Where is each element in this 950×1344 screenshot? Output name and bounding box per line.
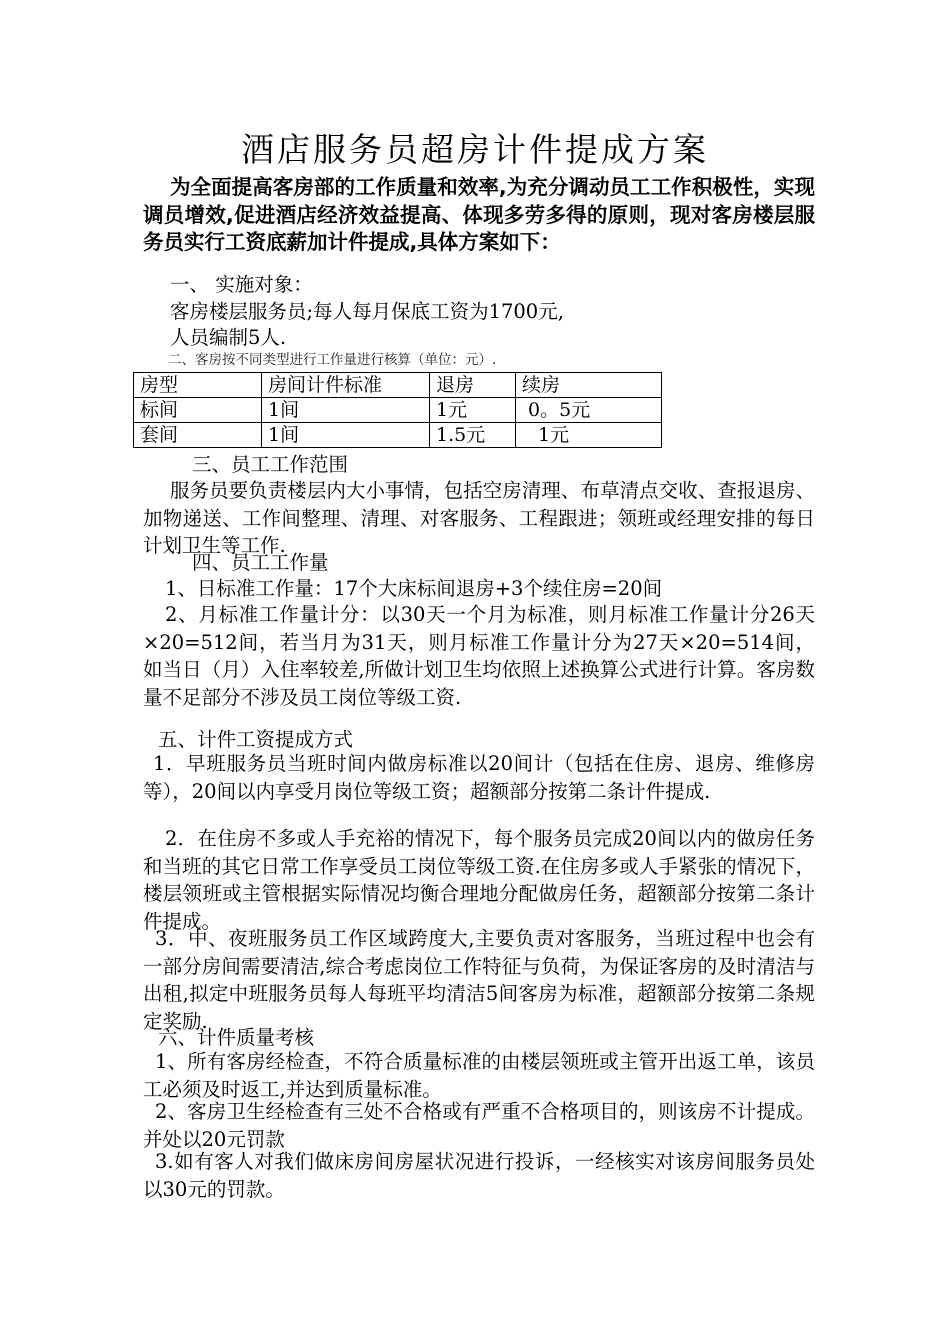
section6-item3: 3.如有客人对我们做床房间房屋状况进行投诉，一经核实对该房间服务员处以30元的罚款。 bbox=[143, 1150, 815, 1201]
table-cell: 1元 bbox=[516, 423, 662, 448]
table-cell: 1间 bbox=[262, 398, 430, 423]
section6-heading: 六、计件质量考核 bbox=[158, 1026, 315, 1049]
section5-heading: 五、计件工资提成方式 bbox=[158, 728, 354, 751]
table-header-cell: 退房 bbox=[430, 373, 516, 398]
section1-line1: 客房楼层服务员;每人每月保底工资为1700元, bbox=[170, 300, 564, 323]
section6-item2: 2、客房卫生经检查有三处不合格或有严重不合格项目的，则该房不计提成。并处以20元罚款 bbox=[143, 1100, 815, 1151]
table-cell: 1间 bbox=[262, 423, 430, 448]
table-cell: 标间 bbox=[134, 398, 262, 423]
table-cell: 0。5元 bbox=[516, 398, 662, 423]
section2-heading: 二、客房按不同类型进行工作量进行核算（单位：元）. bbox=[168, 352, 497, 368]
section1-line2: 人员编制5人. bbox=[170, 326, 287, 349]
table-row bbox=[134, 423, 662, 448]
table-header-cell: 房间计件标准 bbox=[262, 373, 430, 398]
section4-heading: 四、员工工作量 bbox=[192, 551, 329, 574]
section3-heading: 三、员工工作范围 bbox=[192, 453, 349, 476]
section5-item3: 3．中、夜班服务员工作区域跨度大,主要负责对客服务，当班过程中也会有一部分房间需要清洁,综合考虑岗位工作特征与负荷，为保证客房的及时清洁与出租,拟定中班服务员每人每班平均清洁5间客房为标准，超额部分按第二条规定奖励. bbox=[143, 927, 815, 1033]
table-cell: 1.5元 bbox=[430, 423, 516, 448]
page-title: 酒店服务员超房计件提成方案 bbox=[241, 130, 709, 169]
section1-heading: 一、 实施对象： bbox=[170, 273, 313, 296]
table-row bbox=[134, 398, 662, 423]
table-header-row bbox=[134, 373, 662, 398]
table-header-cell: 续房 bbox=[516, 373, 662, 398]
table-cell: 套间 bbox=[134, 423, 262, 448]
section4-item2: 2、月标准工作量计分：以30天一个月为标准，则月标准工作量计分26天×20=512间，若当月为31天，则月标准工作量计分为27天×20=514间， 如当日（月）入住率较差,所做计划卫生均依照上述换算公式进行计算。客房数量不足部分不涉及员工岗位等级工资. bbox=[143, 603, 815, 709]
section4-item1: 1、日标准工作量：17个大床标间退房+3个续住房=20间 bbox=[165, 577, 663, 600]
section6-item1: 1、所有客房经检查，不符合质量标准的由楼层领班或主管开出返工单，该员工必须及时返工,并达到质量标准。 bbox=[143, 1050, 815, 1101]
section5-item1: 1．早班服务员当班时间内做房标准以20间计（包括在住房、退房、维修房等），20间以内享受月岗位等级工资；超额部分按第二条计件提成. bbox=[143, 752, 815, 803]
section5-item2: 2．在住房不多或人手充裕的情况下，每个服务员完成20间以内的做房任务和当班的其它日常工作享受员工岗位等级工资.在住房多或人手紧张的情况下，楼层领班或主管根据实际情况均衡合理地分配做房任务，超额部分按第二条计件提成。 bbox=[143, 827, 815, 933]
section3-body: 服务员要负责楼层内大小事情，包括空房清理、布草清点交收、查报退房、加物递送、工作间整理、清理、对客服务、工程跟进；领班或经理安排的每日计划卫生等工作. bbox=[143, 479, 815, 557]
table-header-cell: 房型 bbox=[134, 373, 262, 398]
intro-paragraph: 为全面提高客房部的工作质量和效率,为充分调动员工工作积极性，实现调员增效,促进酒店经济效益提高、体现多劳多得的原则，现对客房楼层服务员实行工资底薪加计件提成,具体方案如下： bbox=[143, 175, 815, 254]
rate-table bbox=[133, 372, 662, 448]
table-cell: 1元 bbox=[430, 398, 516, 423]
